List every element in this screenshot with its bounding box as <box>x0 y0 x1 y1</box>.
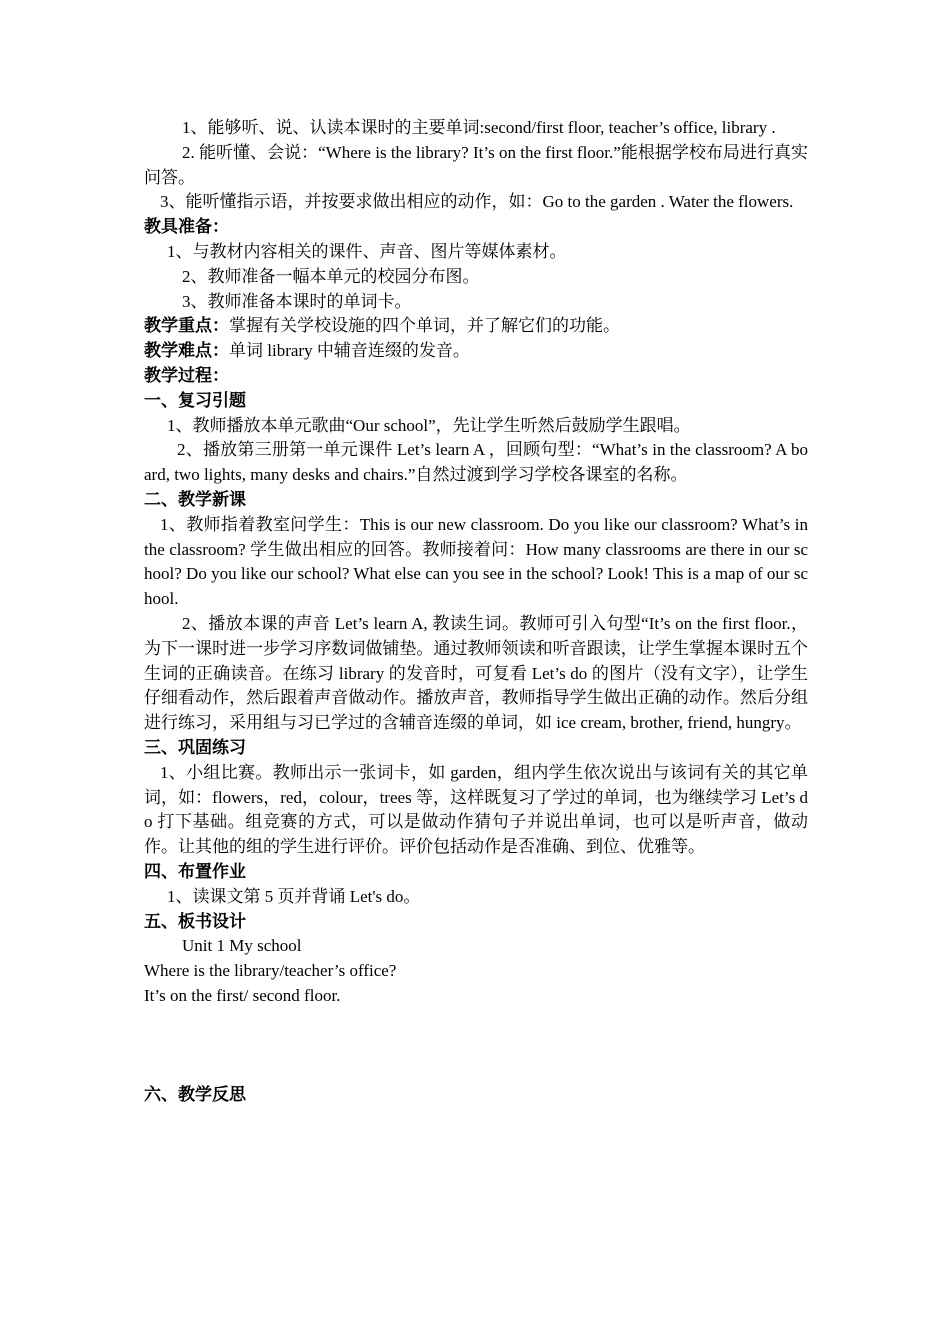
board-title: Unit 1 My school <box>182 936 302 956</box>
key-point <box>144 314 808 339</box>
materials-item-3: 3、教师准备本课时的单词卡。 <box>182 291 412 311</box>
objective-2: 2. 能听懂、会说：“Where is the library? It’s on the first floor.”能根据学校布局进行真实问答。 <box>144 142 808 187</box>
key-point-text: 掌握有关学校设施的四个单词，并了解它们的功能。 <box>229 316 620 336</box>
key-point-label: 教学重点： <box>144 316 229 336</box>
objective-1: 1、能够听、说、认读本课时的主要单词:second/first floor, teacher’s office, library . <box>182 118 776 137</box>
materials-heading: 教具准备： <box>144 217 229 237</box>
difficulty-label: 教学难点： <box>144 341 229 361</box>
difficulty-text: 单词 library 中辅音连缀的发音。 <box>229 341 470 361</box>
objective-3: 3、能听懂指示语，并按要求做出相应的动作，如：Go to the garden . Water the flowers. <box>160 192 794 212</box>
homework-heading: 四、布置作业 <box>144 861 246 881</box>
board-line-2: It’s on the first/ second floor. <box>144 985 341 1005</box>
materials-item-1: 1、与教材内容相关的课件、声音、图片等媒体素材。 <box>167 241 567 261</box>
blank-space <box>144 1009 808 1083</box>
new-lesson-heading: 二、教学新课 <box>144 489 246 509</box>
review-item-1: 1、教师播放本单元歌曲“Our school”，先让学生听然后鼓励学生跟唱。 <box>167 415 691 435</box>
new-lesson-item-1: 1、教师指着教室问学生：This is our new classroom. Do you like our classroom? What’s in the classroom? 学生做出相应的回答。教师接着问：How many classrooms are there in our school? Do you like our school? What else can you see in the school? Look! This is a map of our school. <box>144 514 808 609</box>
new-lesson-item-2: 2、播放本课的声音 Let’s learn A, 教读生词。教师可引入句型“It’s on the first floor.，为下一课时进一步学习序数词做铺垫。通过教师领读和听音跟读，让学生掌握本课时五个生词的正确读音。在练习 library 的发音时，可复看 Let’s do 的图片（没有文字），让学生仔细看动作，然后跟着声音做动作。播放声音，教师指导学生做出正确的动作。然后分组进行练习，采用组与习已学过的含辅音连缀的单词，如 ice cream, brother, friend, hungry。 <box>144 613 808 733</box>
materials-item-2: 2、教师准备一幅本单元的校园分布图。 <box>182 266 480 286</box>
review-item-2: 2、播放第三册第一单元课件 Let’s learn A ，回顾句型：“What’s in the classroom? A board, two lights, many desks and chairs.”自然过渡到学习学校各课室的名称。 <box>144 440 808 485</box>
process-heading: 教学过程： <box>144 365 229 385</box>
homework-item-1: 1、读课文第 5 页并背诵 Let's do。 <box>167 886 421 906</box>
practice-heading: 三、巩固练习 <box>144 737 246 757</box>
lesson-plan-page <box>144 116 808 1107</box>
board-heading: 五、板书设计 <box>144 911 246 931</box>
review-heading: 一、复习引题 <box>144 390 246 410</box>
reflection-heading: 六、教学反思 <box>144 1084 246 1104</box>
board-line-1: Where is the library/teacher’s office? <box>144 961 397 981</box>
difficulty <box>144 339 808 364</box>
practice-item-1: 1、小组比赛。教师出示一张词卡，如 garden，组内学生依次说出与该词有关的其它单词，如：flowers，red，colour，trees 等，这样既复习了学过的单词，也为继续学习 Let’s do 打下基础。组竞赛的方式，可以是做动作猜句子并说出单词，也可以是听声音，做动作。让其他的组的学生进行评价。评价包括动作是否准确、到位、优雅等。 <box>144 762 808 857</box>
